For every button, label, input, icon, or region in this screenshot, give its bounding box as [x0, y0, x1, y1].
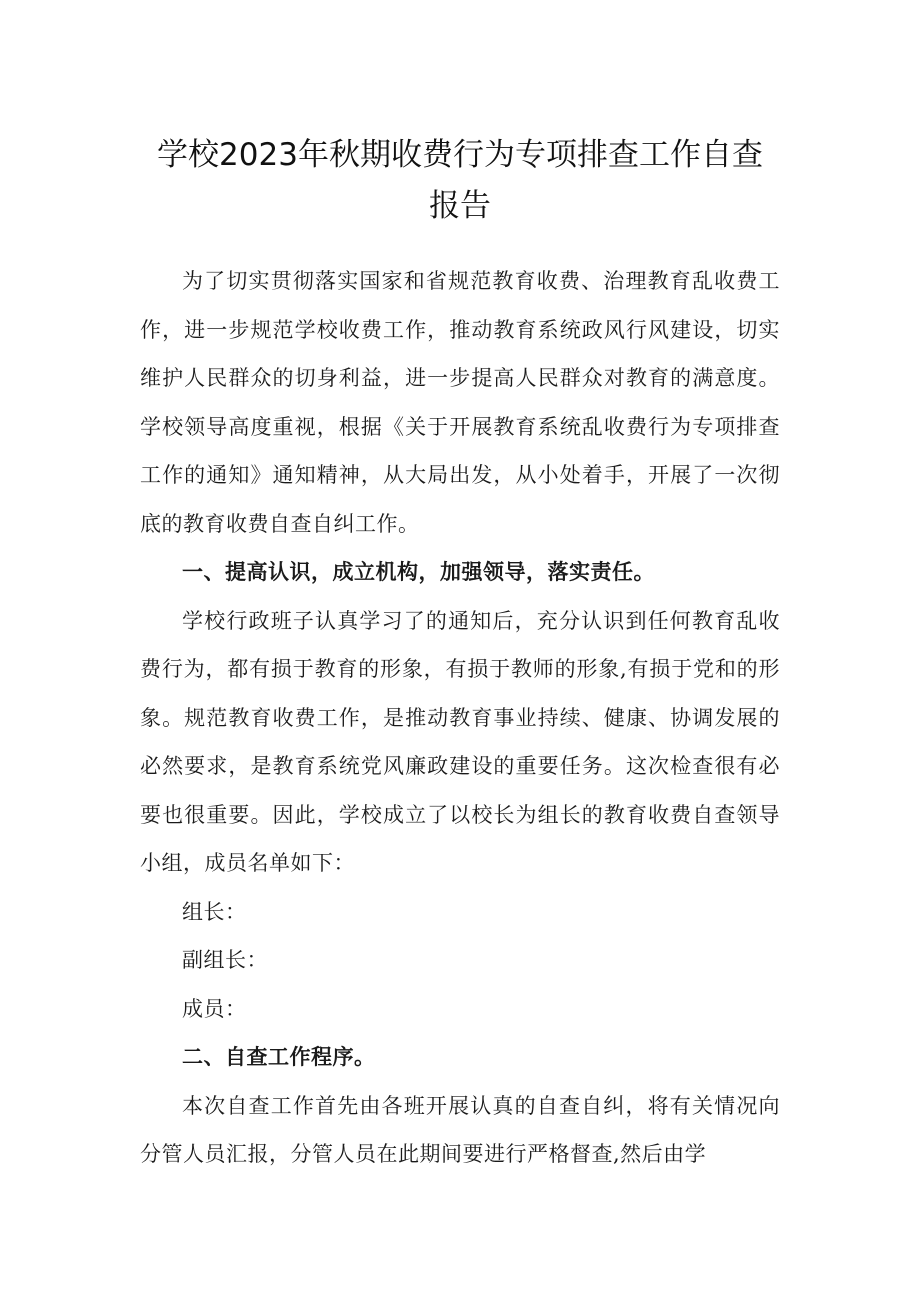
- document-title-line2: 报告: [429, 188, 491, 224]
- intro-paragraph: 为了切实贯彻落实国家和省规范教育收费、治理教育乱收费工作，进一步规范学校收费工作，推动教育系统政风行风建设，切实维护人民群众的切身利益，进一步提高人民群众对教育的满意度。学校领导高度重视，根据《关于开展教育系统乱收费行为专项排查工作的通知》通知精神，从大局出发，从小处着手，开展了一次彻底的教育收费自查自纠工作。: [140, 269, 780, 536]
- section2-paragraph: 本次自查工作首先由各班开展认真的自查自纠，将有关情况向分管人员汇报，分管人员在此期间要进行严格督查,然后由学: [140, 1093, 780, 1166]
- members-label: 成员：: [182, 996, 247, 1021]
- leader-label: 组长：: [182, 899, 247, 924]
- section2-heading: 二、自查工作程序。: [182, 1045, 376, 1069]
- document-title-line1: 学校2023年秋期收费行为专项排查工作自查: [157, 137, 763, 173]
- section1-paragraph: 学校行政班子认真学习了的通知后，充分认识到任何教育乱收费行为，都有损于教育的形象，有损于教师的形象,有损于党和的形象。规范教育收费工作，是推动教育事业持续、健康、协调发展的必然要求，是教育系统党风廉政建设的重要任务。这次检查很有必要也很重要。因此，学校成立了以校长为组长的教育收费自查领导小组，成员名单如下：: [140, 608, 780, 875]
- section1-heading: 一、提高认识，成立机构，加强领导，落实责任。: [182, 560, 655, 584]
- document-body: [140, 257, 780, 1179]
- deputy-leader-label: 副组长：: [182, 948, 268, 972]
